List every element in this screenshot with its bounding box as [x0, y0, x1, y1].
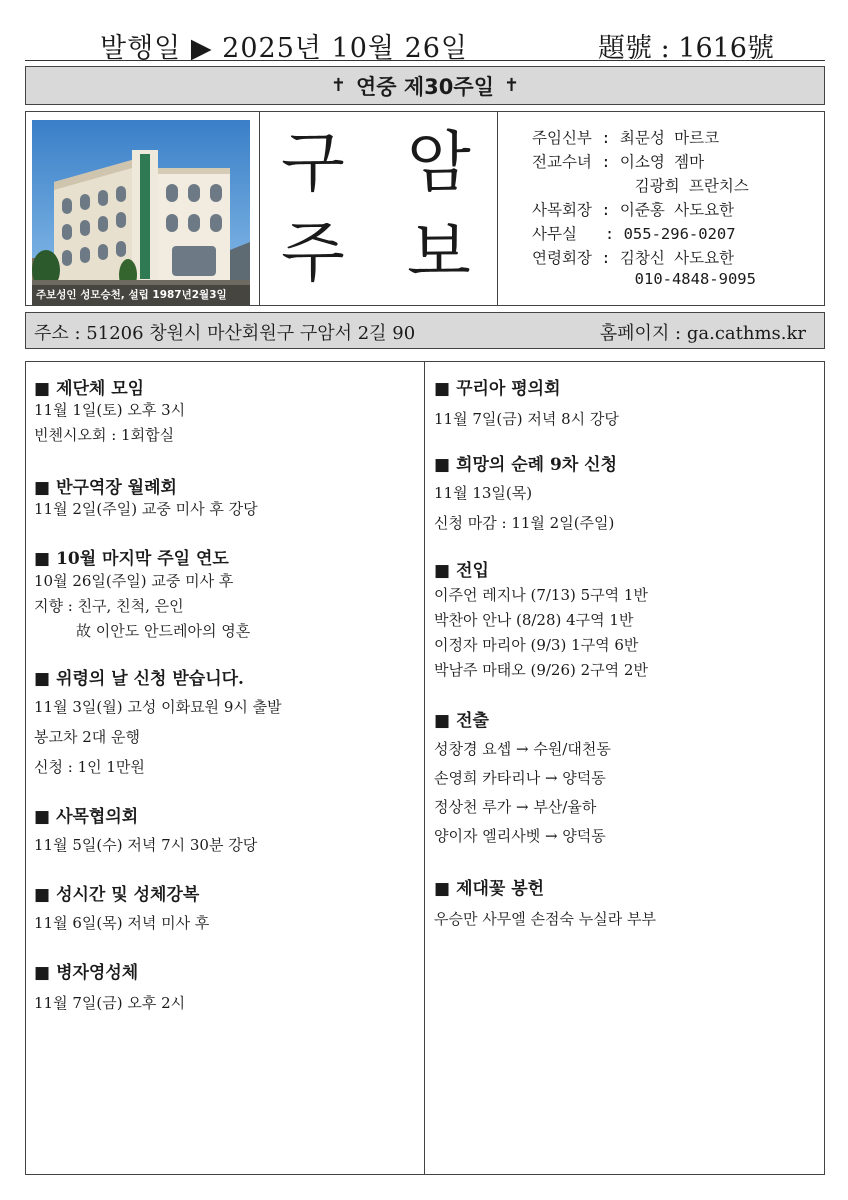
section-title: ■ 위령의 날 신청 받습니다. — [34, 669, 244, 689]
section-line: 11월 1일(토) 오후 3시 — [34, 401, 186, 419]
address-text: 주소 : 51206 창원시 마산회원구 구암서 2길 90 — [34, 323, 416, 344]
section-line: 11월 3일(월) 고성 이화묘원 9시 출발 — [34, 698, 282, 716]
notice-content — [25, 361, 825, 1175]
section-line: 지향 : 친구, 친척, 은인 — [34, 597, 184, 615]
square-bullet-icon: ■ — [434, 711, 451, 731]
section-line: 故 이안도 안드레아의 영혼 — [76, 622, 251, 640]
square-bullet-icon: ■ — [34, 963, 51, 983]
church-photo — [32, 120, 250, 305]
masthead-title — [259, 112, 498, 305]
section-line: 양이자 엘리사벳 → 양덕동 — [434, 827, 606, 845]
church-building-image — [32, 120, 250, 305]
title-bar — [25, 66, 825, 105]
section-line: 정상천 루가 → 부산/율하 — [434, 798, 597, 816]
section-title: ■ 사목협의회 — [34, 807, 139, 827]
section-title: ■ 10월 마지막 주일 연도 — [34, 549, 229, 569]
info-line: 연령회장 : 김창신 사도요한 — [532, 249, 735, 267]
section-title: ■ 꾸리아 평의회 — [434, 379, 561, 399]
square-bullet-icon: ■ — [34, 885, 51, 905]
masthead-char: 암 — [407, 124, 471, 201]
section-line: 성창경 요셉 → 수원/대천동 — [434, 740, 611, 758]
photo-cell — [26, 112, 260, 305]
info-line: 010-4848-9095 — [532, 270, 756, 288]
address-bar — [25, 312, 825, 349]
square-bullet-icon: ■ — [434, 879, 451, 899]
info-line: 주임신부 : 최문성 마르코 — [532, 129, 720, 147]
section-line: 11월 13일(목) — [434, 484, 533, 502]
info-line: 김광희 프란치스 — [532, 177, 749, 195]
section-title: ■ 병자영성체 — [34, 963, 139, 983]
sunday-title: 연중 제30주일 — [356, 74, 494, 99]
section-line: 신청 : 1인 1만원 — [34, 758, 145, 776]
square-bullet-icon: ■ — [434, 455, 451, 475]
issue-number: 題號 : 1616號 — [598, 33, 774, 64]
square-bullet-icon: ■ — [34, 549, 51, 569]
square-bullet-icon: ■ — [34, 807, 51, 827]
cross-icon: ✝ — [503, 75, 520, 96]
section-title: ■ 반구역장 월례회 — [34, 478, 177, 498]
section-line: 빈첸시오회 : 1회합실 — [34, 426, 175, 444]
top-divider — [25, 60, 825, 61]
section-line: 박찬아 안나 (8/28) 4구역 1반 — [434, 611, 634, 629]
square-bullet-icon: ■ — [34, 669, 51, 689]
section-line: 이정자 마리아 (9/3) 1구역 6반 — [434, 636, 639, 654]
square-bullet-icon: ■ — [34, 379, 51, 399]
section-line: 박남주 마태오 (9/26) 2구역 2반 — [434, 661, 648, 679]
section-line: 이주언 레지나 (7/13) 5구역 1반 — [434, 586, 648, 604]
info-line: 사무실 : 055-296-0207 — [532, 225, 736, 243]
section-line: 11월 7일(금) 오후 2시 — [34, 994, 186, 1012]
square-bullet-icon: ■ — [434, 379, 451, 399]
masthead-char: 주 — [281, 214, 345, 291]
parish-info — [497, 112, 824, 305]
section-line: 10월 26일(주일) 교중 미사 후 — [34, 572, 234, 590]
info-line: 사목회장 : 이준홍 사도요한 — [532, 201, 735, 219]
section-line: 우승만 사무엘 손점숙 누실라 부부 — [434, 910, 656, 928]
section-title: ■ 성시간 및 성체강복 — [34, 885, 200, 905]
masthead-box — [25, 111, 825, 306]
section-title: ■ 전입 — [434, 561, 489, 581]
issue-date: 발행일 ▶ 2025년 10월 26일 — [100, 33, 469, 64]
section-line: 손영희 카타리나 → 양덕동 — [434, 769, 606, 787]
column-divider — [424, 362, 425, 1174]
section-line: 11월 5일(수) 저녁 7시 30분 강당 — [34, 836, 258, 854]
section-line: 11월 6일(목) 저녁 미사 후 — [34, 914, 210, 932]
homepage-link[interactable]: 홈페이지 : ga.cathms.kr — [599, 323, 806, 344]
square-bullet-icon: ■ — [434, 561, 451, 581]
section-line: 신청 마감 : 11월 2일(주일) — [434, 514, 615, 532]
masthead-char: 보 — [407, 214, 471, 291]
section-title: ■ 희망의 순례 9차 신청 — [434, 455, 618, 475]
masthead-char: 구 — [281, 124, 345, 201]
info-line: 전교수녀 : 이소영 젬마 — [532, 153, 705, 171]
section-title: ■ 제단체 모임 — [34, 379, 145, 399]
section-line: 11월 7일(금) 저녁 8시 강당 — [434, 410, 619, 428]
section-line: 11월 2일(주일) 교중 미사 후 강당 — [34, 500, 258, 518]
section-title: ■ 제대꽃 봉헌 — [434, 879, 545, 899]
section-title: ■ 전출 — [434, 711, 489, 731]
square-bullet-icon: ■ — [34, 478, 51, 498]
section-line: 봉고차 2대 운행 — [34, 728, 141, 746]
photo-caption: 주보성인 성모승천, 설립 1987년2월3일 — [32, 285, 250, 305]
cross-icon: ✝ — [330, 75, 347, 96]
